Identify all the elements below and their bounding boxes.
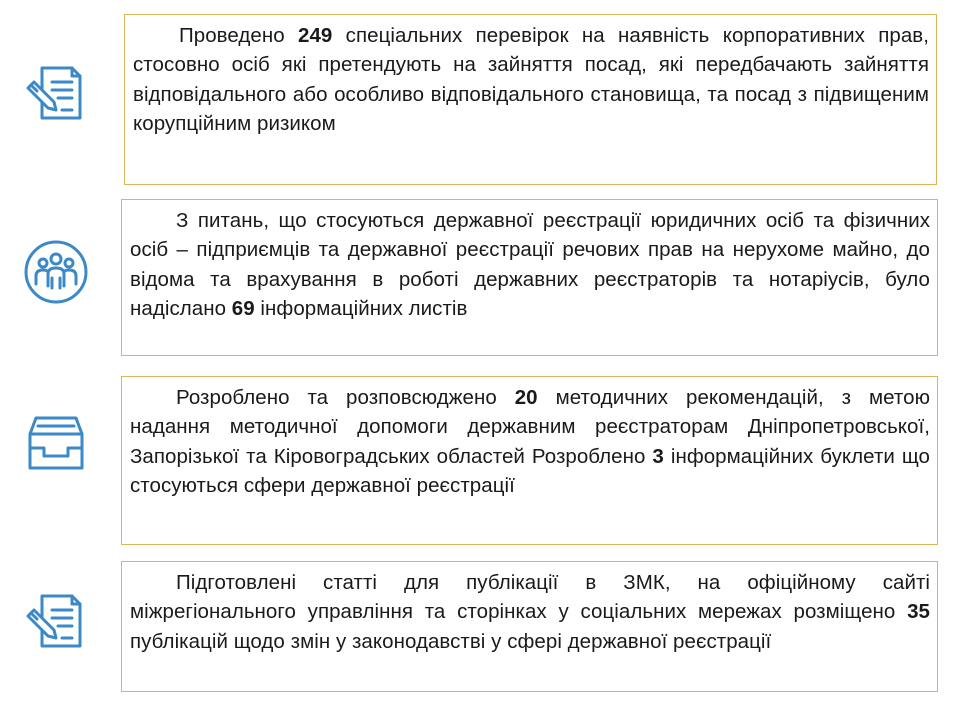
card-text: Підготовлені статті для публікації в ЗМК, на офіційному сайті міжрегіонального управління та сторінках у соціальних мережах розміщено 35 публікацій щодо змін у законодавстві у сфері державної реєстрації xyxy=(130,571,930,653)
document-pen-icon xyxy=(22,586,90,654)
card-text: Проведено 249 спеціальних перевірок на наявність корпоративних прав, стосовно осіб які претендують на зайняття посад, які передбачають зайняття відповідального або особливо відповідального становища, та посад з підвищеним корупційним ризиком xyxy=(133,24,929,135)
document-pen-icon xyxy=(22,58,90,126)
highlight-number: 69 xyxy=(231,296,255,320)
card-text: З питань, що стосуються державної реєстрації юридичних осіб та фізичних осіб – підприємців та державної реєстрації речових прав на нерухоме майно, до відома та врахування в роботі державних реєстраторів та нотаріусів, було надіслано 69 інформаційних листів xyxy=(130,209,930,320)
inbox-tray-icon xyxy=(22,410,90,478)
info-card xyxy=(121,561,938,692)
info-card xyxy=(124,14,937,185)
highlight-number: 249 xyxy=(298,24,333,47)
people-group-icon xyxy=(22,238,90,306)
info-card xyxy=(121,376,938,545)
highlight-number: 20 xyxy=(514,386,538,409)
highlight-number: 35 xyxy=(907,600,930,624)
highlight-number: 3 xyxy=(652,444,664,468)
card-text: Розроблено та розповсюджено 20 методичних рекомендацій, з метою надання методичної допомоги державним реєстраторам Дніпропетровської, Запорізької та Кіровоградських областей Розроблено 3 інформаційних буклети що стосуються сфери державної реєстрації xyxy=(130,386,930,497)
info-card xyxy=(121,199,938,356)
